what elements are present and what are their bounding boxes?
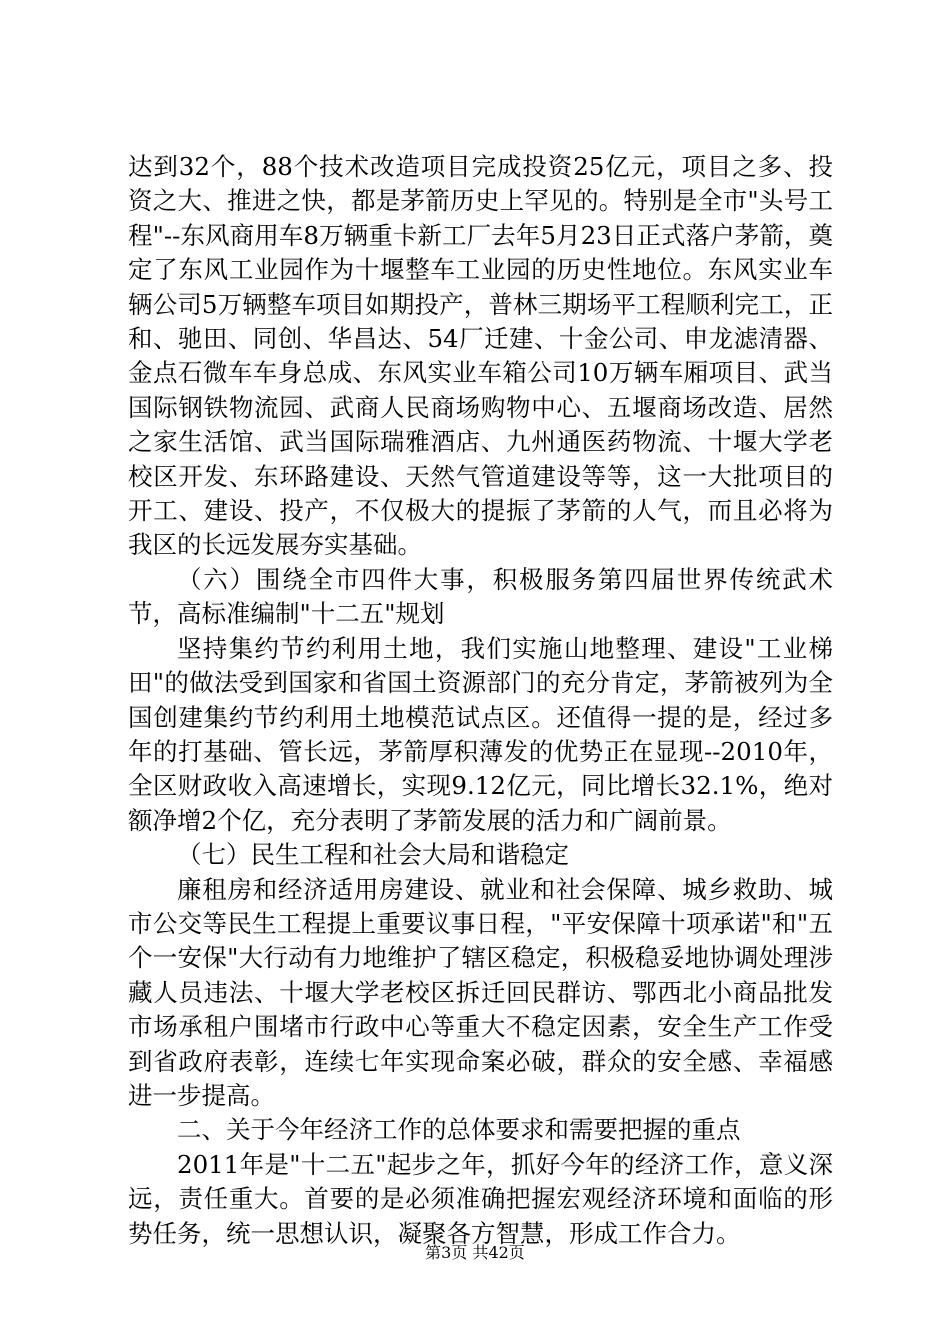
document-body xyxy=(128,150,833,1251)
paragraph-3: 廉租房和经济适用房建设、就业和社会保障、城乡救助、城市公交等民生工程提上重要议事日程，"平安保障十项承诺"和"五个一安保"大行动有力地维护了辖区稳定，积极稳妥地协调处理涉藏人员违法、十堰大学老校区拆迁回民群访、鄂西北小商品批发市场承租户围堵市行政中心等重大不稳定因素，安全生产工作受到省政府表彰，连续七年实现命案必破，群众的安全感、幸福感进一步提高。 xyxy=(128,874,833,1110)
paragraph-2: 坚持集约节约利用土地，我们实施山地整理、建设"工业梯田"的做法受到国家和省国土资源部门的充分肯定，茅箭被列为全国创建集约节约利用土地模范试点区。还值得一提的是，经过多年的打基础、管长远，茅箭厚积薄发的优势正在显现--2010年，全区财政收入高速增长，实现9.12亿元，同比增长32.1%，绝对额净增2个亿，充分表明了茅箭发展的活力和广阔前景。 xyxy=(128,633,833,835)
section-heading-7: （七）民生工程和社会大局和谐稳定 xyxy=(177,840,569,870)
paragraph-1: 达到32个，88个技术改造项目完成投资25亿元，项目之多、投资之大、推进之快，都是茅箭历史上罕见的。特别是全市"头号工程"--东风商用车8万辆重卡新工厂去年5月23日正式落户茅箭，奠定了东风工业园作为十堰整车工业园的历史性地位。东风实业车辆公司5万辆整车项目如期投产，普林三期场平工程顺利完工，正和、驰田、同创、华昌达、54厂迁建、十金公司、申龙滤清器、金点石微车车身总成、东风实业车箱公司10万辆车厢项目、武当国际钢铁物流园、武商人民商场购物中心、五堰商场改造、居然之家生活馆、武当国际瑞雅酒店、九州通医药物流、十堰大学老校区开发、东环路建设、天然气管道建设等等，这一大批项目的开工、建设、投产，不仅极大的提振了茅箭的人气，而且必将为我区的长远发展夯实基础。 xyxy=(128,152,833,560)
page-number-footer: 第3页 共42页 xyxy=(425,1243,525,1262)
section-heading-6: （六）围绕全市四件大事，积极服务第四届世界传统武术节，高标准编制"十二五"规划 xyxy=(128,564,833,629)
chapter-heading-2: 二、关于今年经济工作的总体要求和需要把握的重点 xyxy=(177,1115,741,1145)
paragraph-4: 2011年是"十二五"起步之年，抓好今年的经济工作，意义深远，责任重大。首要的是必须准确把握宏观经济环境和面临的形势任务，统一思想认识，凝聚各方智慧，形成工作合力。 xyxy=(128,1149,833,1248)
